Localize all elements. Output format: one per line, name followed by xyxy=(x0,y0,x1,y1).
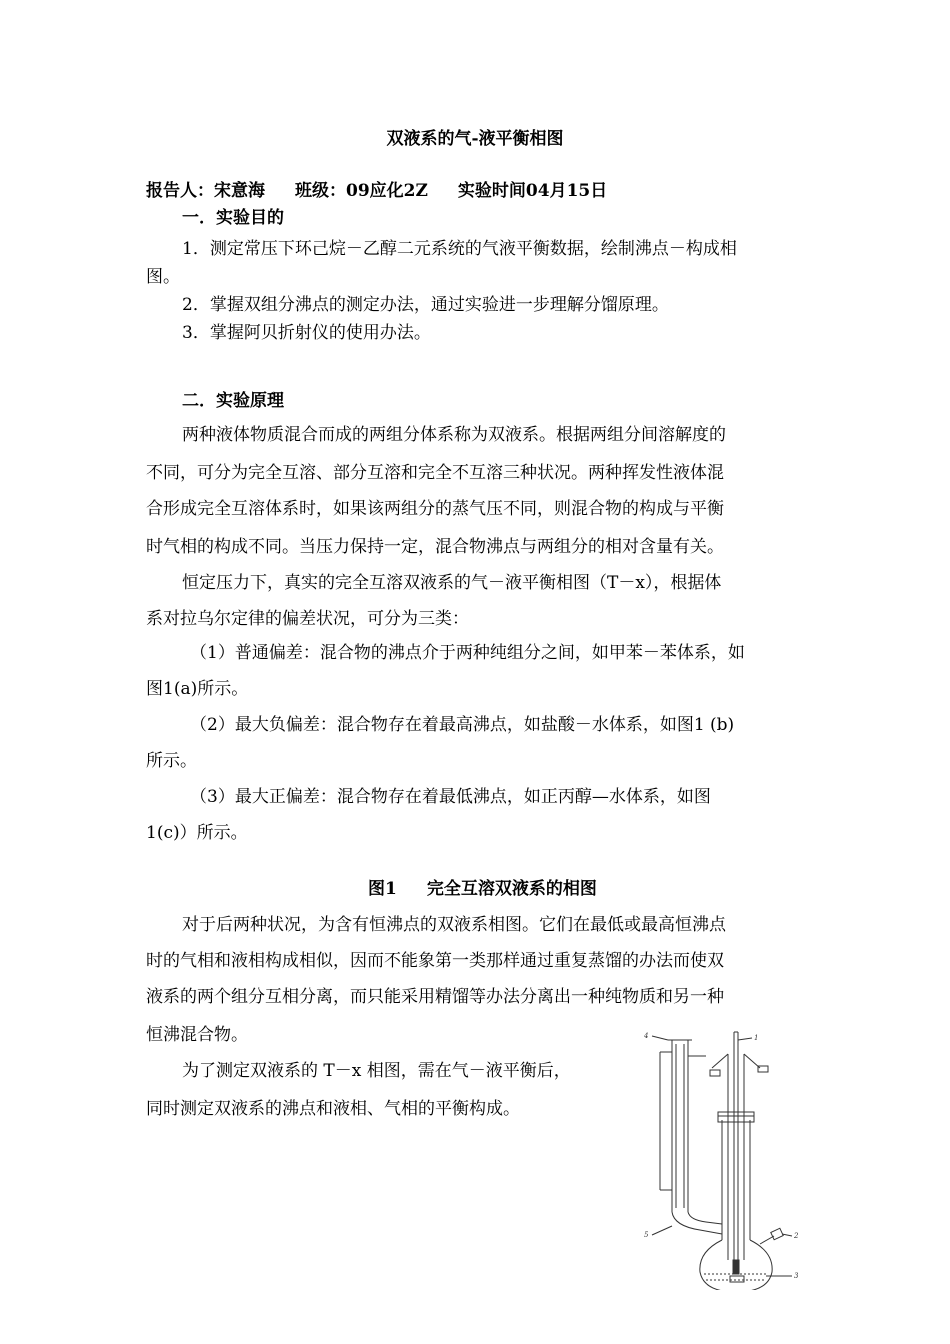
objective-item: 图。 xyxy=(146,267,180,287)
objective-item: 2．掌握双组分沸点的测定办法，通过实验进一步理解分馏原理。 xyxy=(182,295,669,315)
figure-title: 完全互溶双液系的相图 xyxy=(426,879,597,899)
document-title: 双液系的气-液平衡相图 xyxy=(386,129,564,149)
boiling-point-apparatus-diagram xyxy=(640,1030,815,1290)
case-line: （2）最大负偏差：混合物存在着最高沸点，如盐酸－水体系，如图1 (b) xyxy=(190,715,735,735)
figure-label: 图1 xyxy=(368,879,397,899)
paragraph-line: 为了测定双液系的 T－x 相图，需在气－液平衡后， xyxy=(182,1061,571,1081)
experiment-date: 实验时间04月15日 xyxy=(457,181,608,201)
case-line: 图1(a)所示。 xyxy=(146,679,249,699)
label-1: 1 xyxy=(754,1034,759,1042)
paragraph-line: 合形成完全互溶体系时，如果该两组分的蒸气压不同，则混合物的构成与平衡 xyxy=(146,499,724,519)
figure-caption xyxy=(368,874,597,899)
paragraph-line: 时的气相和液相构成相似，因而不能象第一类那样通过重复蒸馏的办法而使双 xyxy=(146,951,724,971)
case-line: 所示。 xyxy=(146,751,197,771)
paragraph-line: 系对拉乌尔定律的偏差状况，可分为三类： xyxy=(146,609,469,629)
label-5: 5 xyxy=(644,1231,649,1239)
label-4: 4 xyxy=(644,1032,649,1040)
report-header xyxy=(146,176,607,201)
paragraph-line: 同时测定双液系的沸点和液相、气相的平衡构成。 xyxy=(146,1099,520,1119)
label-3: 3 xyxy=(794,1272,799,1280)
reporter: 报告人：宋意海 xyxy=(146,181,265,201)
paragraph-line: 两种液体物质混合而成的两组分体系称为双液系。根据两组分间溶解度的 xyxy=(182,425,726,445)
paragraph-line: 对于后两种状况，为含有恒沸点的双液系相图。它们在最低或最高恒沸点 xyxy=(182,915,726,935)
case-line: （1）普通偏差：混合物的沸点介于两种纯组分之间，如甲苯－苯体系，如 xyxy=(190,643,745,663)
paragraph-line: 恒定压力下，真实的完全互溶双液系的气－液平衡相图（T－x），根据体 xyxy=(182,573,722,593)
section1-heading: 一．实验目的 xyxy=(182,208,284,228)
paragraph-line: 液系的两个组分互相分离，而只能采用精馏等办法分离出一种纯物质和另一种 xyxy=(146,987,724,1007)
label-2: 2 xyxy=(794,1232,799,1240)
case-line: （3）最大正偏差：混合物存在着最低沸点，如正丙醇—水体系，如图 xyxy=(190,787,711,807)
case-line: 1(c)）所示。 xyxy=(146,823,248,843)
paragraph-line: 时气相的构成不同。当压力保持一定，混合物沸点与两组分的相对含量有关。 xyxy=(146,537,724,557)
section2-heading: 二．实验原理 xyxy=(182,391,284,411)
objective-item: 3．掌握阿贝折射仪的使用办法。 xyxy=(182,323,431,343)
objective-item: 1．测定常压下环己烷－乙醇二元系统的气液平衡数据，绘制沸点－构成相 xyxy=(182,239,737,259)
class-info: 班级：09应化2Z xyxy=(295,181,428,201)
paragraph-line: 恒沸混合物。 xyxy=(146,1025,248,1045)
paragraph-line: 不同，可分为完全互溶、部分互溶和完全不互溶三种状况。两种挥发性液体混 xyxy=(146,463,724,483)
